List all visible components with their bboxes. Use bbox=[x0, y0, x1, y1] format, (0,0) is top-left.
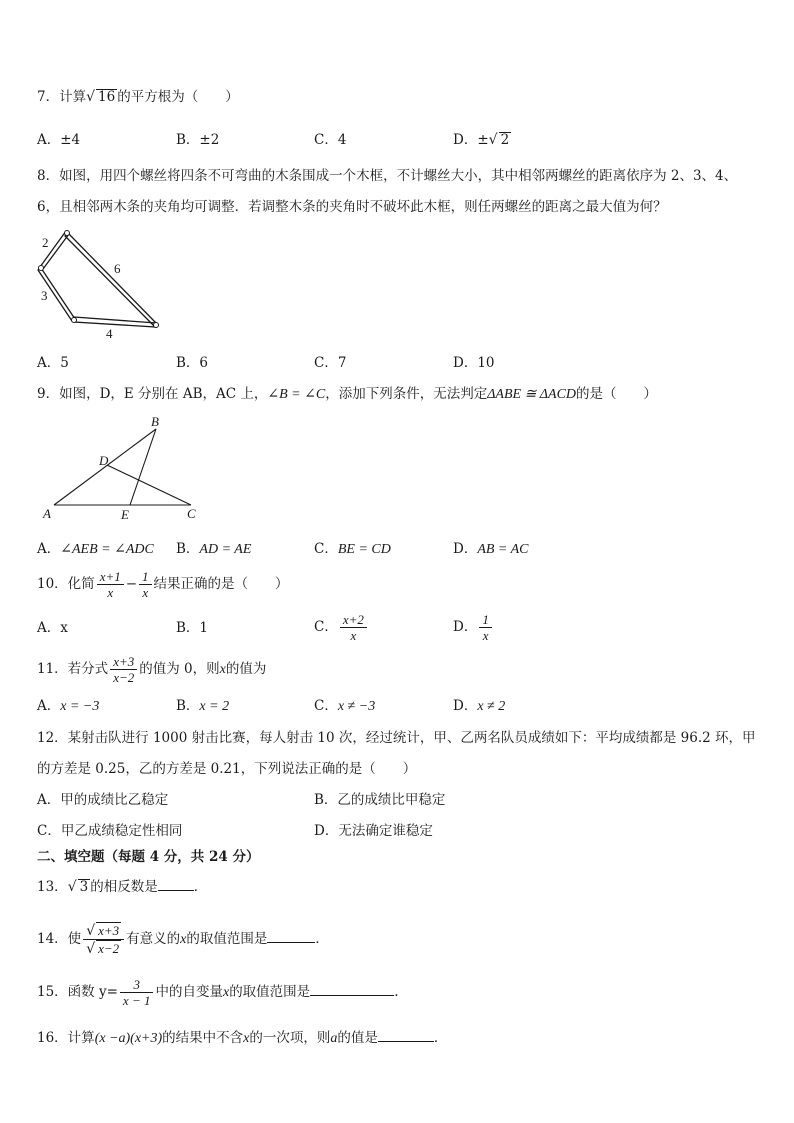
q7-radicand: 16 bbox=[98, 89, 116, 105]
question-7 bbox=[37, 88, 239, 106]
fraction-denominator: x−2 bbox=[113, 670, 135, 685]
option-label: B． bbox=[176, 620, 200, 636]
fraction-numerator: x+1 bbox=[97, 569, 124, 585]
q8-option-d bbox=[453, 354, 495, 372]
question-16-mid-2: 的一次项，则 bbox=[249, 1030, 331, 1046]
q11-option-b bbox=[176, 697, 229, 716]
point-label-e: E bbox=[121, 507, 129, 522]
option-value: ∠AEB = ∠ADC bbox=[60, 542, 154, 557]
option-value: x bbox=[60, 620, 68, 636]
option-value: ±2 bbox=[199, 132, 220, 148]
screw-icon bbox=[65, 231, 70, 236]
question-15-text: 15．函数 y= bbox=[37, 984, 118, 1000]
screw-icon bbox=[154, 323, 159, 328]
q16-expression: (x −a)(x+3) bbox=[94, 1031, 163, 1046]
question-12-line-1: 12．某射击队进行 1000 射击比赛，每人射击 10 次，经过统计，甲、乙两名队员成绩如下：平均成绩都是 96.2 环，甲 bbox=[37, 730, 756, 746]
screw-icon bbox=[72, 318, 77, 323]
q10-fraction-1 bbox=[97, 569, 124, 600]
option-label: B． bbox=[314, 792, 338, 808]
fraction-numerator: 3 bbox=[120, 977, 154, 993]
option-value: x = 2 bbox=[199, 699, 230, 714]
option-value: 6 bbox=[199, 355, 209, 371]
answer-blank[interactable] bbox=[310, 995, 394, 996]
q8-option-b bbox=[176, 354, 208, 372]
sqrt-icon: √ bbox=[67, 879, 77, 895]
option-value: 甲乙成绩稳定性相同 bbox=[60, 823, 183, 839]
option-value: 无法确定谁稳定 bbox=[338, 823, 433, 839]
option-label: D． bbox=[453, 541, 478, 557]
fraction-denominator bbox=[83, 940, 124, 957]
frame-label-4: 4 bbox=[106, 326, 113, 341]
q9-congruence: ΔABE ≅ ΔACD bbox=[487, 387, 577, 402]
q9-option-b bbox=[176, 540, 251, 559]
question-14-tail: 的取值范围是 bbox=[186, 931, 268, 947]
fraction-denominator: x − 1 bbox=[122, 993, 151, 1008]
numerator-radicand: x+3 bbox=[98, 923, 120, 938]
triangle-figure bbox=[40, 412, 210, 524]
frame-label-6: 6 bbox=[114, 261, 121, 276]
screw-icon bbox=[39, 266, 44, 271]
fraction-denominator: x bbox=[142, 585, 149, 600]
option-value: BE = CD bbox=[337, 542, 391, 557]
answer-blank[interactable] bbox=[267, 942, 315, 943]
option-value: x = −3 bbox=[60, 699, 100, 714]
sqrt-icon: √ bbox=[86, 89, 96, 105]
sqrt-icon: √ bbox=[488, 132, 498, 148]
question-16 bbox=[37, 1029, 447, 1048]
q11-option-c bbox=[314, 697, 375, 716]
question-15-tail: 的取值范围是 bbox=[229, 984, 311, 1000]
question-9 bbox=[37, 385, 657, 404]
fraction-denominator: x bbox=[350, 628, 357, 643]
question-10-text: 10．化简 bbox=[37, 576, 95, 592]
q11-option-a bbox=[37, 697, 99, 716]
q11-fraction bbox=[110, 654, 137, 685]
option-label: C． bbox=[314, 132, 338, 148]
q10-option-d bbox=[453, 610, 494, 644]
answer-blank[interactable] bbox=[378, 1041, 434, 1042]
sqrt-icon: √ bbox=[86, 923, 96, 939]
frame-label-2: 2 bbox=[42, 235, 49, 250]
q15-fraction bbox=[120, 977, 154, 1008]
question-16-text: 16．计算 bbox=[37, 1030, 95, 1046]
question-9-mid: ，添加下列条件，无法判定 bbox=[325, 386, 488, 402]
question-15 bbox=[37, 974, 398, 1011]
option-value: 7 bbox=[337, 355, 347, 371]
q10-fraction-2 bbox=[139, 569, 152, 600]
question-10 bbox=[37, 567, 289, 601]
q14-fraction bbox=[83, 922, 124, 957]
q9-option-c bbox=[314, 540, 391, 559]
option-value: AD = AE bbox=[199, 542, 252, 557]
option-value: 10 bbox=[477, 355, 495, 371]
option-label: D． bbox=[314, 823, 339, 839]
question-15-mid: 中的自变量 bbox=[155, 984, 223, 1000]
frame-label-3: 3 bbox=[41, 288, 48, 303]
variable-x: x bbox=[219, 662, 226, 677]
option-label: A． bbox=[37, 355, 61, 371]
q10-option-b bbox=[176, 619, 208, 637]
point-label-b: B bbox=[151, 414, 159, 429]
q12-option-a bbox=[37, 791, 168, 809]
fraction-numerator: x+3 bbox=[110, 654, 137, 670]
option-value: 5 bbox=[60, 355, 69, 371]
option-label: B． bbox=[176, 132, 200, 148]
option-value: AB = AC bbox=[477, 542, 529, 557]
segment-dc bbox=[107, 465, 191, 505]
question-7-text: 7．计算 bbox=[37, 89, 87, 105]
question-10-tail: 结果正确的是（ ） bbox=[153, 576, 289, 592]
point-label-c: C bbox=[187, 506, 196, 521]
question-13-end: ． bbox=[193, 879, 208, 895]
question-16-end: ． bbox=[433, 1030, 448, 1046]
question-13-text: 的相反数是 bbox=[90, 879, 158, 895]
q9-condition: ∠B = ∠C bbox=[267, 387, 326, 402]
option-value: 甲的成绩比乙稳定 bbox=[60, 792, 169, 808]
option-label: A． bbox=[37, 792, 61, 808]
option-value: x ≠ −3 bbox=[337, 699, 376, 714]
option-label: D． bbox=[453, 698, 478, 714]
question-14-end: ． bbox=[315, 931, 329, 947]
q12-option-b bbox=[314, 791, 445, 809]
q9-option-d bbox=[453, 540, 529, 559]
point-label-a: A bbox=[43, 506, 51, 521]
question-11-text: 11．若分式 bbox=[37, 661, 109, 677]
q13-radicand: 3 bbox=[79, 879, 89, 895]
q7-option-b bbox=[176, 131, 219, 149]
option-value: 1 bbox=[199, 620, 209, 636]
question-9-text: 9．如图，D，E 分别在 AB，AC 上， bbox=[37, 386, 268, 402]
option-label: B． bbox=[176, 355, 200, 371]
fraction-numerator: 1 bbox=[139, 569, 152, 585]
question-14-mid: 有意义的 bbox=[126, 931, 181, 947]
question-16-mid: 的结果中不含 bbox=[162, 1030, 244, 1046]
fraction-numerator: 1 bbox=[479, 612, 492, 628]
q10-option-a bbox=[37, 619, 68, 637]
wooden-frame-figure bbox=[30, 228, 170, 343]
q7-option-c bbox=[314, 131, 346, 149]
denominator-radicand: x−2 bbox=[98, 941, 120, 956]
question-13 bbox=[37, 878, 207, 896]
fraction-denominator: x bbox=[107, 585, 114, 600]
option-value: ±4 bbox=[60, 132, 81, 148]
option-label: A． bbox=[37, 541, 61, 557]
question-14 bbox=[37, 921, 329, 958]
option-radicand: 2 bbox=[500, 132, 510, 148]
variable-x: x bbox=[180, 932, 187, 947]
option-label: C． bbox=[314, 619, 338, 635]
question-11 bbox=[37, 652, 266, 687]
q9-option-a bbox=[37, 540, 154, 559]
question-13-number: 13． bbox=[37, 879, 68, 895]
q7-option-d bbox=[453, 131, 511, 149]
fraction-numerator: x+2 bbox=[340, 612, 367, 628]
option-value: 乙的成绩比甲稳定 bbox=[337, 792, 446, 808]
fraction-numerator bbox=[83, 922, 124, 940]
option-fraction bbox=[340, 612, 367, 643]
answer-blank[interactable] bbox=[158, 890, 194, 891]
option-value: ± bbox=[477, 132, 489, 148]
option-label: B． bbox=[176, 541, 200, 557]
question-16-tail: 的值是 bbox=[337, 1030, 378, 1046]
option-label: C． bbox=[314, 355, 338, 371]
point-label-d: D bbox=[99, 453, 109, 468]
option-label: A． bbox=[37, 132, 61, 148]
option-label: D． bbox=[453, 619, 478, 635]
segment-be bbox=[130, 429, 156, 505]
option-label: D． bbox=[453, 132, 478, 148]
question-9-tail: 的是（ ） bbox=[576, 386, 658, 402]
fraction-denominator: x bbox=[482, 628, 489, 643]
minus-sign: − bbox=[125, 576, 138, 592]
sqrt-icon: √ bbox=[86, 941, 96, 957]
variable-x: x bbox=[243, 1031, 250, 1046]
question-12-line-2: 的方差是 0.25，乙的方差是 0.21，下列说法正确的是（ ） bbox=[37, 761, 417, 777]
option-label: A． bbox=[37, 620, 61, 636]
frame-bar-4 bbox=[74, 317, 156, 327]
option-label: C． bbox=[314, 541, 338, 557]
question-7-tail: 的平方根为（ ） bbox=[117, 89, 239, 105]
option-label: C． bbox=[314, 698, 338, 714]
variable-a: a bbox=[330, 1031, 338, 1046]
frame-bar-6 bbox=[65, 232, 157, 327]
variable-x: x bbox=[222, 985, 230, 1000]
option-label: D． bbox=[453, 355, 478, 371]
option-label: A． bbox=[37, 698, 61, 714]
question-11-mid: 的值为 0，则 bbox=[139, 661, 220, 677]
option-label: B． bbox=[176, 698, 200, 714]
question-15-end: . bbox=[394, 984, 399, 1000]
question-14-text: 14．使 bbox=[37, 931, 82, 947]
q10-option-c bbox=[314, 610, 369, 644]
question-8-line-1: 8．如图，用四个螺丝将四条不可弯曲的木条围成一个木框，不计螺丝大小，其中相邻两螺丝的距离依序为 2、3、4、 bbox=[37, 168, 738, 184]
option-value: x ≠ 2 bbox=[477, 699, 506, 714]
option-label: C． bbox=[37, 823, 61, 839]
question-8-line-2: 6，且相邻两木条的夹角均可调整．若调整木条的夹角时不破坏此木框，则任两螺丝的距离之最大值为何？ bbox=[37, 199, 667, 215]
q8-option-a bbox=[37, 354, 69, 372]
option-value: 4 bbox=[337, 132, 347, 148]
question-11-tail: 的值为 bbox=[225, 661, 267, 677]
q11-option-d bbox=[453, 697, 505, 716]
option-fraction bbox=[479, 612, 492, 643]
section-2-heading: 二、填空题（每题 4 分，共 24 分） bbox=[37, 849, 260, 865]
q12-option-d bbox=[314, 822, 433, 840]
q12-option-c bbox=[37, 822, 182, 840]
q7-option-a bbox=[37, 131, 80, 149]
q8-option-c bbox=[314, 354, 346, 372]
